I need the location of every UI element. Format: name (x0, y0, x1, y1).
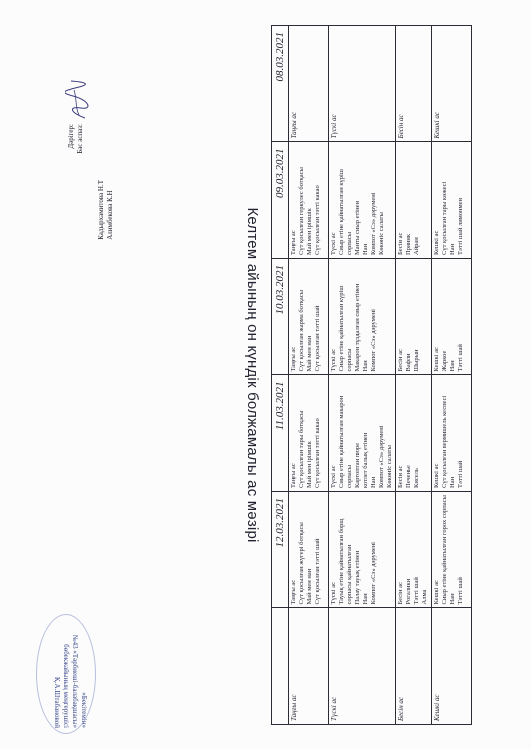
menu-cell: Таңғы ас Сүт қосылған жарма ботқасы Май мен нан Сүт қосылған тәтті шай (289, 259, 329, 376)
menu-cell: Түскі ас (329, 26, 396, 143)
approval-stamp (52, 588, 88, 728)
menu-cell: Бесін ас Пряник Айран (396, 142, 432, 259)
stamp-line: «Бекітемін» (80, 692, 88, 728)
menu-cell: Таңғы ас Сүт қосылған жүгері ботқасы Май мен нан Сүт қосылған тәтті шай (289, 492, 329, 609)
table-row (432, 26, 472, 725)
date-header: 09.03.2021 (272, 142, 289, 259)
menu-cell: Кешкі ас Жаркое Нан Тәтті шай (432, 259, 472, 376)
menu-cell: Түскі ас Сиыр етіне қайнатылған күріш сорпасы Манты сиыр етінен Нан Компот «Сэ» дәрумені Көкөніс салаты (329, 142, 396, 259)
date-header: 12.03.2021 (272, 492, 289, 609)
meal-label: Таңғы ас (289, 608, 329, 725)
date-header: 08.03.2021 (272, 26, 289, 143)
menu-cell: Кешкі ас Сүт қосылған тары көжесі Нан Тәтті шай лимонмен (432, 142, 472, 259)
menu-cell: Бесін ас Печенье Кисель (396, 375, 432, 492)
menu-cell: Таңғы ас Сүт қосылған тары ботқасы Май мен ірімшік Сүт қосылған тәтті какао (289, 375, 329, 492)
menu-cell: Кешкі ас (432, 26, 472, 143)
meal-label: Бесін ас (396, 608, 432, 725)
menu-cell: Бесін ас Рогалики Тәтті шай Алма (396, 492, 432, 609)
menu-cell: Таңғы ас Сүт қосылған геркулес ботқасы Май мен ірімшік Сүт қосылған тәтті какао (289, 142, 329, 259)
menu-cell: Кешкі ас Сүт қосылған вермишель кеспесі Нан Тәтті шай (432, 375, 472, 492)
stamp-seal (36, 614, 96, 734)
page-title: Келтем айының он күндік болжамалы ас мәзірі (244, 207, 261, 543)
menu-cell: Түскі ас Сиыр етіне қайнатылған күріш сорпасы Макарон тұздалған сиыр етінен Нан Компот «Сэ» дәрумені (329, 259, 396, 376)
menu-cell: Бесін ас Вафли Шырын (396, 259, 432, 376)
corner-cell (272, 608, 289, 725)
table-row (396, 26, 432, 725)
stamp-line: бөбекжайының меңгерушісі (62, 644, 70, 728)
handwritten-signature (65, 80, 91, 120)
date-header: 11.03.2021 (272, 375, 289, 492)
menu-cell: Бесін ас (396, 26, 432, 143)
menu-cell: Кешкі ас Сиыр етіне қайнатылған горох сорпасы Нан Тәтті шай (432, 492, 472, 609)
menu-cell: Түскі ас Тауық етіне қайнатылған борщ сорпасы қайнатылған Палау тауық етінен Нан Компот «Сэ» дәрумені (329, 492, 396, 609)
meal-label: Кешкі ас (432, 608, 472, 725)
signature-names (97, 180, 115, 240)
signer-name: Кадырхамитова Н.Т (97, 180, 105, 240)
signer-name: Алимбекова К.Н (106, 190, 114, 240)
table-row (329, 26, 396, 725)
menu-cell: Түскі ас Сиыр етіне қайнатылған макарон сорпасы Картоптан пюре котлет балық етінен Нан Компот «Сэ» дәрумені Көкөніс салаты (329, 375, 396, 492)
stamp-line: Қ.А.Штабановой (53, 677, 61, 728)
meal-label: Түскі ас (329, 608, 396, 725)
table-row (289, 26, 329, 725)
stamp-line: №43 «Тәрбиеші-балабақшасы» (71, 634, 79, 728)
date-header: 10.03.2021 (272, 259, 289, 376)
signature-roles (67, 124, 85, 162)
signature-block (67, 82, 107, 162)
menu-table (271, 25, 472, 725)
role-doctor: Дәрігер: (67, 124, 75, 149)
role-chef: Бас аспаз: (76, 124, 84, 154)
menu-cell: Таңғы ас (289, 26, 329, 143)
date-header-row (272, 26, 289, 725)
